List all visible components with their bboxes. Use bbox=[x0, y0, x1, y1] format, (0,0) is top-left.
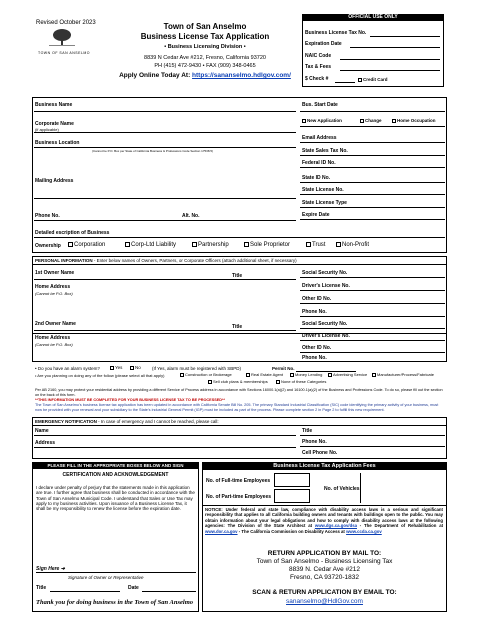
mailing-address-field[interactable] bbox=[34, 198, 296, 199]
emergency-header-bold: EMERGENCY NOTIFICATION bbox=[35, 419, 97, 424]
checkbox[interactable] bbox=[130, 366, 134, 370]
fulltime-label: No. of Full-time Employees bbox=[206, 478, 271, 484]
owner2-dl-field[interactable] bbox=[300, 340, 445, 341]
sign-here-label: Sign Here bbox=[36, 566, 60, 572]
emergency-title-field[interactable] bbox=[300, 435, 445, 436]
emergency-header bbox=[35, 419, 219, 424]
opt-money-lending[interactable] bbox=[290, 372, 322, 377]
emergency-title-label: Title bbox=[302, 428, 313, 434]
sig-date-field[interactable] bbox=[142, 591, 196, 592]
opt-manufacturer[interactable] bbox=[372, 372, 434, 377]
own-sole-proprietor[interactable] bbox=[244, 242, 290, 248]
start-date-label: Bus. Start Date bbox=[302, 102, 338, 108]
checkbox[interactable] bbox=[328, 373, 332, 377]
home-occ-label: Home Occupation bbox=[397, 118, 436, 123]
expire-date-label: Expire Date bbox=[302, 212, 330, 218]
new-app-label: New Application bbox=[307, 118, 342, 123]
division: • Business Licensing Division • bbox=[164, 44, 246, 50]
owner1-dl-field[interactable] bbox=[300, 290, 445, 291]
opt-advertising[interactable] bbox=[328, 372, 367, 377]
ownership-label: Ownership bbox=[35, 243, 61, 249]
own-corp-ltd[interactable] bbox=[125, 242, 176, 248]
opt-none-label: None of these Categories bbox=[281, 379, 327, 384]
phone-field[interactable] bbox=[34, 220, 296, 221]
own-non-profit-label: Non-Profit bbox=[342, 242, 370, 249]
business-location-label: Business Location bbox=[35, 140, 80, 146]
official-license-no: Business License Tax No. bbox=[305, 30, 367, 36]
emergency-name-field[interactable] bbox=[34, 435, 296, 436]
fees-bar: Business License Tax Application Fees bbox=[202, 462, 447, 470]
owner1-dl: Driver's License No. bbox=[302, 283, 350, 289]
opt-money-lending-label: Money Lending bbox=[295, 372, 323, 377]
phone-fax: PH (415) 472-9430 • FAX (909) 348-0465 bbox=[154, 63, 256, 69]
phone-label: Phone No. bbox=[35, 213, 60, 219]
owner2-label: 2nd Owner Name bbox=[35, 321, 76, 327]
emergency-phone-label: Phone No. bbox=[302, 439, 327, 445]
dre-link[interactable]: www.dor.ca.gov bbox=[205, 528, 238, 534]
if-applicable: (if applicable) bbox=[35, 127, 59, 132]
address: 8839 N Cedar Ave #212, Fresno, California 93720 bbox=[144, 55, 266, 61]
notice-label: NOTICE: bbox=[205, 507, 223, 512]
owner1-phone: Phone No. bbox=[302, 309, 327, 315]
personal-header-rest: - Enter below names of Owners, Partners, or Corporate Officers (attach additional sheet, if necessary) bbox=[92, 258, 297, 263]
description-field[interactable] bbox=[34, 237, 445, 238]
email-field[interactable] bbox=[300, 142, 445, 143]
po-box-note: (Cannot be P.O. Box per State of California Business & Professions Code Section 17538.5) bbox=[92, 149, 214, 153]
owner1-ssn: Social Security No. bbox=[302, 270, 348, 276]
dre-pre: - The Department of Rehabilitation at bbox=[359, 523, 444, 529]
ccda-pre: - The California Commission on Disability Access at bbox=[238, 528, 345, 534]
owner1-home-label: Home Address bbox=[35, 284, 71, 290]
owner1-ssn-field[interactable] bbox=[300, 277, 445, 278]
alarm-yes[interactable] bbox=[110, 365, 122, 370]
business-name-label: Business Name bbox=[35, 102, 73, 108]
divider bbox=[300, 126, 445, 127]
checkbox[interactable] bbox=[372, 373, 376, 377]
checkbox[interactable] bbox=[192, 242, 197, 247]
start-date-field[interactable] bbox=[300, 111, 445, 112]
divider bbox=[202, 505, 447, 506]
corporate-name-label: Corporate Name bbox=[35, 121, 74, 127]
cert-title: CERTIFICATION AND ACKNOWLEDGEMENT bbox=[62, 472, 169, 478]
alt-no-label: Alt. No. bbox=[182, 213, 200, 219]
own-partnership[interactable] bbox=[192, 242, 229, 248]
official-naic: NAIC Code bbox=[305, 53, 332, 59]
mail-title: RETURN APPLICATION BY MAIL TO: bbox=[267, 550, 382, 557]
checkbox[interactable] bbox=[302, 119, 306, 123]
opt-none[interactable] bbox=[276, 379, 326, 384]
official-credit-card[interactable] bbox=[358, 77, 388, 82]
alarm-no-label: No bbox=[135, 365, 141, 370]
checkbox[interactable] bbox=[360, 119, 364, 123]
owner2-other-id-field[interactable] bbox=[300, 352, 445, 353]
emergency-address-label: Address bbox=[35, 440, 56, 446]
parttime-label: No. of Part-time Employees bbox=[206, 494, 272, 500]
alarm-q1: Do you have an alarm system? bbox=[37, 366, 100, 371]
owner1-title-label: Title bbox=[232, 273, 243, 279]
checkbox[interactable] bbox=[68, 242, 73, 247]
official-check: $ Check # bbox=[305, 76, 329, 82]
business-location-field[interactable] bbox=[34, 147, 296, 148]
email-label: Email Address bbox=[302, 135, 337, 141]
emergency-phone-field[interactable] bbox=[300, 446, 445, 447]
official-use-title: OFFICIAL USE ONLY bbox=[302, 14, 444, 21]
corporate-name-field[interactable] bbox=[34, 132, 296, 133]
owner1-label: 1st Owner Name bbox=[35, 270, 75, 276]
state-id-field[interactable] bbox=[300, 182, 445, 183]
emergency-cell-label: Cell Phone No. bbox=[302, 450, 338, 456]
apply-online bbox=[95, 72, 315, 79]
owner1-other-id: Other ID No. bbox=[302, 296, 332, 302]
own-corp-ltd-label: Corp-Ltd Liability bbox=[131, 242, 177, 249]
apply-label: Apply Online Today At: bbox=[119, 72, 191, 79]
emergency-name-label: Name bbox=[35, 428, 49, 434]
opt-club-plans-label: Sell club plans & memberships bbox=[213, 379, 268, 384]
logo-text: TOWN OF SAN ANSELMO bbox=[38, 51, 91, 55]
sig-title-label: Title bbox=[36, 585, 47, 591]
dsa-link[interactable]: www.dgs.ca.gov/dsa bbox=[314, 523, 357, 529]
sig-date-label: Date bbox=[128, 585, 139, 591]
owner1-phone-field[interactable] bbox=[300, 316, 445, 317]
official-license-no-field[interactable] bbox=[370, 36, 440, 37]
federal-id-label: Federal ID No. bbox=[302, 160, 336, 166]
apply-link[interactable]: https://sananselmo.hdlgov.com/ bbox=[192, 72, 291, 79]
sign-bar: PLEASE FILL IN THE APPROPRIATE BOXES BELOW AND SIGN bbox=[32, 462, 199, 469]
checkbox[interactable] bbox=[290, 373, 294, 377]
owner2-ssn-field[interactable] bbox=[300, 328, 445, 329]
email-link[interactable]: sananselmo@HdlGov.com bbox=[286, 598, 363, 605]
opt-real-estate-label: Real Estate Agent bbox=[251, 372, 284, 377]
change-option[interactable] bbox=[360, 118, 382, 123]
own-trust[interactable] bbox=[306, 242, 325, 248]
new-application-option[interactable] bbox=[302, 118, 342, 123]
sb205-notice: The Town of San Anselmo's business license tax application has been updated in accordance with California Senate Bill No. 205. The primary Standard Industrial Classification (SIC) code identifying the primary activity of your business, must now be provided with your renewal and your subsidiary to the State's industrial General Permit (IGP) must be included as part of the process. Please complete section 2 in Page 2 to fulfill this new requirement. bbox=[35, 403, 439, 412]
owner2-other-id: Other ID No. bbox=[302, 345, 332, 351]
owner2-no-po: (Cannot be P.O. Box) bbox=[35, 342, 73, 347]
town-logo bbox=[47, 28, 77, 50]
divider bbox=[32, 264, 447, 265]
checkbox[interactable] bbox=[392, 119, 396, 123]
notice-text bbox=[205, 507, 443, 534]
fulltime-field[interactable] bbox=[274, 473, 310, 487]
owner1-other-id-field[interactable] bbox=[300, 303, 445, 304]
state-license-type-field[interactable] bbox=[300, 207, 445, 208]
own-corporation-label: Corporation bbox=[74, 242, 106, 249]
description-label: Detailed escription of Business bbox=[35, 230, 110, 236]
alarm-question: • Do you have an alarm system? bbox=[35, 366, 100, 371]
oak-tree-icon bbox=[47, 28, 77, 50]
own-sole-label: Sole Proprietor bbox=[250, 242, 291, 249]
owner2-ssn: Social Security No. bbox=[302, 321, 348, 327]
divider bbox=[32, 425, 447, 426]
official-expiration: Expiration Date bbox=[305, 41, 342, 47]
mail-line2: 8839 N. Cedar Ave #212 bbox=[288, 566, 361, 573]
sales-tax-field[interactable] bbox=[300, 155, 445, 156]
mail-line3: Fresno, CA 93720-1832 bbox=[289, 574, 360, 581]
emergency-header-rest: - In case of emergency and I cannot be reached, please call: bbox=[96, 419, 219, 424]
federal-id-field[interactable] bbox=[300, 167, 445, 168]
own-partnership-label: Partnership bbox=[198, 242, 229, 249]
own-non-profit[interactable] bbox=[336, 242, 369, 248]
vehicles-field[interactable] bbox=[360, 473, 445, 503]
business-name-field[interactable] bbox=[34, 111, 296, 112]
opt-advertising-label: Advertising Service bbox=[333, 372, 368, 377]
checkbox[interactable] bbox=[244, 242, 249, 247]
mail-line1: Town of San Anselmo - Business Licensing Tax bbox=[256, 558, 393, 565]
permit-label: Permit No. bbox=[272, 366, 295, 371]
sig-caption: Signature of Owner or Representative bbox=[68, 575, 144, 580]
thanks-text: Thank you for doing business in the Town of San Anselmo bbox=[36, 599, 194, 606]
ccda-link[interactable]: www.ccda.ca.gov bbox=[346, 528, 382, 534]
revised-date: Revised October 2023 bbox=[36, 20, 96, 26]
notice-body: Under federal and state law, compliance with disability access laws is a serious and significant responsibility that applies to all California building owners and tenants with buildings open to the public. You may obtain information about your legal obligations and how to comply with disability access laws at the following agencies: The Division of the State Architect at bbox=[205, 507, 443, 529]
signature-field[interactable] bbox=[36, 572, 196, 573]
mailing-address-label: Mailing Address bbox=[35, 178, 74, 184]
checkbox[interactable] bbox=[180, 373, 184, 377]
official-naic-field[interactable] bbox=[340, 59, 440, 60]
owner2-dl: Driver's License No. bbox=[302, 333, 350, 339]
home-occupation-option[interactable] bbox=[392, 118, 436, 123]
sig-title-field[interactable] bbox=[50, 591, 120, 592]
alarm-note: (If Yes, alarm must be registered with SBPD) bbox=[152, 366, 242, 371]
official-tax-fees: Tax & Fees bbox=[305, 64, 332, 70]
credit-card-label: Credit Card bbox=[363, 77, 388, 82]
checkbox[interactable] bbox=[110, 366, 114, 370]
state-license-field[interactable] bbox=[300, 194, 445, 195]
owner2-phone: Phone No. bbox=[302, 355, 327, 361]
own-trust-label: Trust bbox=[312, 242, 326, 249]
state-id-label: State ID No. bbox=[302, 175, 331, 181]
ab2160-text: Per AB 2160, you may protect your residential address by providing a different Service of Process address in accordance with Sections 16000.1(a)(2) and 16100.1(a)(2) of the Business and Professions Code. To do so, please fill out the section on the back of this form. bbox=[35, 388, 443, 397]
personal-header bbox=[35, 258, 297, 263]
alarm-yes-label: Yes bbox=[115, 365, 123, 370]
state-license-type-label: State License Type bbox=[302, 200, 347, 206]
opt-club-plans[interactable] bbox=[208, 379, 268, 384]
vehicles-label: No. of Vehicles bbox=[324, 486, 360, 492]
owner2-field[interactable] bbox=[34, 330, 296, 331]
state-license-label: State License No. bbox=[302, 187, 344, 193]
owner2-title-label: Title bbox=[232, 324, 243, 330]
checkbox[interactable] bbox=[306, 242, 311, 247]
alarm-q2: Are you planning on doing any of the follow (please select all that apply) bbox=[37, 373, 165, 378]
sales-tax-label: State Sales Tax No. bbox=[302, 148, 348, 154]
own-corporation[interactable] bbox=[68, 242, 105, 248]
checkbox[interactable] bbox=[246, 373, 250, 377]
checkbox[interactable] bbox=[336, 242, 341, 247]
parttime-field[interactable] bbox=[274, 489, 310, 503]
arrow-right-icon: ➔ bbox=[60, 566, 65, 572]
personal-header-bold: PERSONAL INFORMATION bbox=[35, 258, 93, 263]
form-title: Business License Tax Application bbox=[140, 32, 270, 41]
checkbox[interactable] bbox=[208, 380, 212, 384]
official-tax-fees-field[interactable] bbox=[340, 70, 440, 71]
official-expiration-field[interactable] bbox=[350, 47, 440, 48]
town-name: Town of San Anselmo bbox=[163, 22, 247, 31]
emergency-address-field[interactable] bbox=[34, 447, 296, 448]
change-label: Change bbox=[365, 118, 382, 123]
opt-construction-label: Construction or Brokerage bbox=[185, 372, 232, 377]
activities-question: • Are you planning on doing any of the follow (please select all that apply) bbox=[35, 373, 165, 378]
expire-date-field[interactable] bbox=[300, 219, 445, 220]
required-notice: **THIS INFORMATION MUST BE COMPLETED FOR YOUR BUSINESS LICENSE TAX TO BE PROCESSED** bbox=[35, 398, 226, 402]
opt-construction[interactable] bbox=[180, 372, 232, 377]
checkbox[interactable] bbox=[125, 242, 130, 247]
checkbox[interactable] bbox=[358, 78, 362, 82]
opt-manufacturer-label: Manufacturer/Process/Fabricate bbox=[377, 372, 434, 377]
owner2-home-label: Home Address bbox=[35, 335, 71, 341]
email-title: SCAN & RETURN APPLICATION BY EMAIL TO: bbox=[252, 589, 397, 596]
owner1-no-po: (Cannot be P.O. Box) bbox=[35, 291, 73, 296]
opt-real-estate[interactable] bbox=[246, 372, 283, 377]
official-check-field[interactable] bbox=[335, 82, 355, 83]
owner1-field[interactable] bbox=[34, 279, 296, 280]
cert-text: I declare under penalty of perjury that the statements made in this application are true. I further agree that business shall be conducted in accordance with the Town of San Anselmo Municipal Code. I understand that Sales or Use Tax may apply to my business activities. Upon issuance of a Business License Tax, it shall be my responsibility to renew the license before the expiration date. bbox=[36, 485, 195, 512]
checkbox[interactable] bbox=[276, 380, 280, 384]
alarm-no[interactable] bbox=[130, 365, 141, 370]
